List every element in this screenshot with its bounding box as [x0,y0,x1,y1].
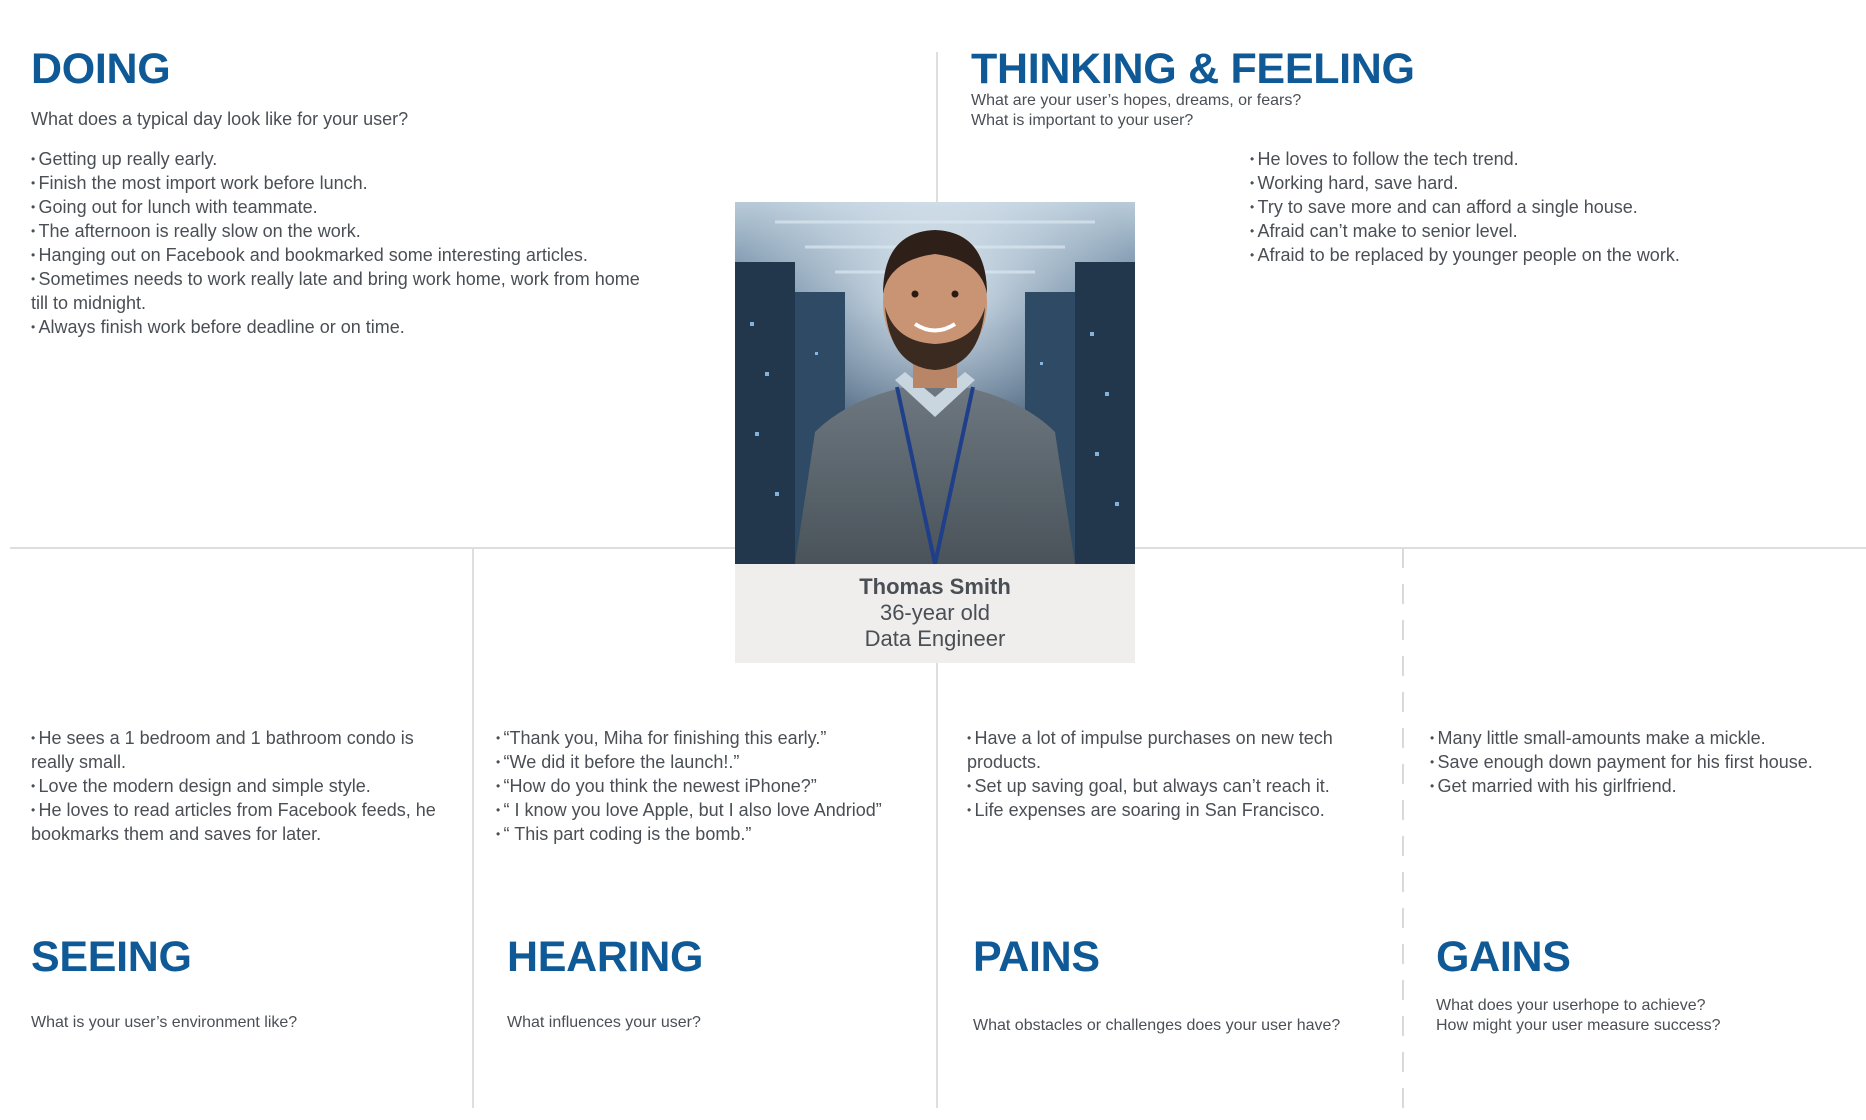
pains-question: What obstacles or challenges does your user have? [973,1017,1341,1034]
list-item: • Hanging out on Facebook and bookmarked some interesting articles. [31,243,661,267]
persona-card [735,564,1135,663]
seeing-question: What is your user’s environment like? [31,1014,298,1031]
gains-title: GAINS [1436,933,1571,981]
list-item: • Love the modern design and simple style. [31,774,451,798]
list-item: • Sometimes needs to work really late and bring work home, work from home till to midnight. [31,267,661,315]
hearing-title: HEARING [507,933,704,981]
list-item: • Always finish work before deadline or on time. [31,315,661,339]
divider-bottom-center [936,663,938,1108]
list-item: • “How do you think the newest iPhone?” [496,774,926,798]
hearing-question: What influences your user? [507,1014,701,1031]
persona-age: 36-year old [879,600,991,625]
list-item: • Finish the most import work before lunch. [31,171,661,195]
seeing-title: SEEING [31,933,192,981]
list-item: • Get married with his girlfriend. [1430,774,1860,798]
list-item: • Many little small-amounts make a mickle. [1430,726,1860,750]
seeing-list [31,726,451,846]
list-item: • Life expenses are soaring in San Francisco. [967,798,1377,822]
pains-list [967,726,1377,822]
list-item: • Working hard, save hard. [1250,171,1850,195]
divider-horizontal-right [1135,547,1866,549]
divider-top-center [936,52,938,202]
list-item: • Afraid can’t make to senior level. [1250,219,1850,243]
thinking-list [1250,147,1850,267]
gains-list [1430,726,1860,798]
gains-question-1: What does your userhope to achieve? [1436,997,1706,1014]
list-item: • “ This part coding is the bomb.” [496,822,926,846]
gains-question-2: How might your user measure success? [1436,1017,1721,1034]
list-item: • Getting up really early. [31,147,661,171]
list-item: • “ I know you love Apple, but I also love Andriod” [496,798,926,822]
doing-question: What does a typical day look like for your user? [31,109,409,129]
list-item: • He loves to read articles from Facebook feeds, he bookmarks them and saves for later. [31,798,451,846]
pains-title: PAINS [973,933,1100,981]
list-item: • He sees a 1 bedroom and 1 bathroom condo is really small. [31,726,451,774]
persona-name: Thomas Smith [859,574,1011,599]
doing-title: DOING [31,45,171,93]
divider-horizontal-left [10,547,735,549]
thinking-question-1: What are your user’s hopes, dreams, or fears? [971,92,1302,109]
hearing-list [496,726,926,846]
persona-photo [735,202,1135,564]
list-item: • “Thank you, Miha for finishing this early.” [496,726,926,750]
list-item: • Have a lot of impulse purchases on new tech products. [967,726,1377,774]
list-item: • Afraid to be replaced by younger people on the work. [1250,243,1850,267]
persona-role: Data Engineer [864,626,1006,651]
thinking-question-2: What is important to your user? [971,112,1194,129]
list-item: • Try to save more and can afford a single house. [1250,195,1850,219]
divider-bottom-right-dashed [1402,548,1404,1108]
doing-list [31,147,661,339]
list-item: • He loves to follow the tech trend. [1250,147,1850,171]
list-item: • Save enough down payment for his first house. [1430,750,1860,774]
list-item: • The afternoon is really slow on the work. [31,219,661,243]
list-item: • Set up saving goal, but always can’t reach it. [967,774,1377,798]
divider-bottom-left [472,548,474,1108]
thinking-feeling-title: THINKING & FEELING [971,45,1415,93]
list-item: • Going out for lunch with teammate. [31,195,661,219]
list-item: • “We did it before the launch!.” [496,750,926,774]
